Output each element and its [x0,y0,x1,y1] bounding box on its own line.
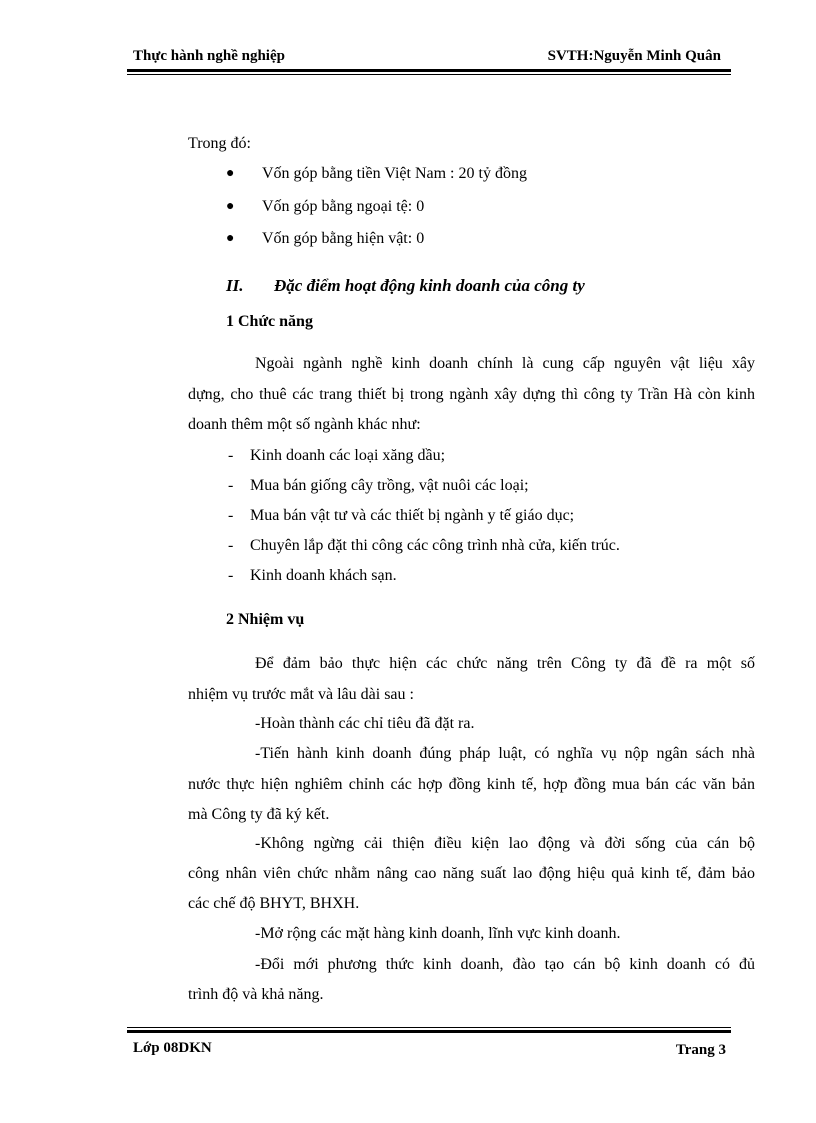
list-item: Vốn góp bằng ngoại tệ: 0 [262,198,425,215]
dash-icon: - [228,507,234,524]
paragraph-line: dựng, cho thuê các trang thiết bị trong ngành xây dựng thì công ty Trần Hà còn kinh [188,386,755,403]
footer-rule-thin [127,1027,731,1028]
task-line: -Hoàn thành các chỉ tiêu đã đặt ra. [255,715,475,732]
subsection-title: 1 Chức năng [226,313,313,330]
task-line: công nhân viên chức nhằm nâng cao năng suất lao động hiệu quả kinh tế, đảm bảo [188,865,755,882]
page-number: Trang 3 [675,1042,726,1058]
header-rule-thin [127,74,731,75]
task-line: các chế độ BHYT, BHXH. [188,895,360,912]
paragraph-line: Để đảm bảo thực hiện các chức năng trên Công ty đã đề ra một số [255,655,755,672]
list-item: Vốn góp bằng tiền Việt Nam : 20 tỷ đồng [262,165,527,182]
subsection-title: 2 Nhiệm vụ [226,611,305,628]
list-item: Mua bán vật tư và các thiết bị ngành y tế giáo dục; [250,507,575,524]
paragraph-line: doanh thêm một số ngành khác như: [188,416,421,433]
task-line: -Đổi mới phương thức kinh doanh, đào tạo cán bộ kinh doanh có đủ [255,956,755,973]
bullet-icon: ● [226,166,235,181]
paragraph-line: nhiệm vụ trước mắt và lâu dài sau : [188,686,414,703]
list-item: Kinh doanh các loại xăng dầu; [250,447,446,464]
dash-icon: - [228,567,234,584]
list-item: Chuyên lắp đặt thi công các công trình nhà cửa, kiến trúc. [250,537,620,554]
header-course: Thực hành nghề nghiệp [133,48,285,64]
footer-rule-thick [127,1030,731,1033]
task-line: nước thực hiện nghiêm chỉnh các hợp đồng kinh tế, hợp đồng mua bán các văn bản [188,776,755,793]
task-line: trình độ và khả năng. [188,986,324,1003]
paragraph-line: Ngoài ngành nghề kinh doanh chính là cung cấp nguyên vật liệu xây [255,355,755,372]
dash-icon: - [228,447,234,464]
bullet-icon: ● [226,231,235,246]
dash-icon: - [228,537,234,554]
task-line: -Tiến hành kinh doanh đúng pháp luật, có nghĩa vụ nộp ngân sách nhà [255,745,755,762]
header-student: SVTH:Nguyễn Minh Quân [547,48,721,64]
list-item: Kinh doanh khách sạn. [250,567,397,584]
dash-icon: - [228,477,234,494]
task-line: -Không ngừng cải thiện điều kiện lao động và đời sống của cán bộ [255,835,755,852]
intro-text: Trong đó: [188,135,251,152]
section-number: II. [226,276,244,295]
page-header [133,48,731,68]
task-line: mà Công ty đã ký kết. [188,806,330,823]
bullet-icon: ● [226,199,235,214]
header-rule-thick [127,69,731,72]
list-item: Vốn góp bằng hiện vật: 0 [262,230,425,247]
section-title: Đặc điểm hoạt động kinh doanh của công ty [274,276,585,295]
list-item: Mua bán giống cây trồng, vật nuôi các loại; [250,477,529,494]
page-footer [133,1040,731,1060]
task-line: -Mở rộng các mặt hàng kinh doanh, lĩnh vực kinh doanh. [255,925,621,942]
footer-class: Lớp 08DKN [133,1040,212,1056]
